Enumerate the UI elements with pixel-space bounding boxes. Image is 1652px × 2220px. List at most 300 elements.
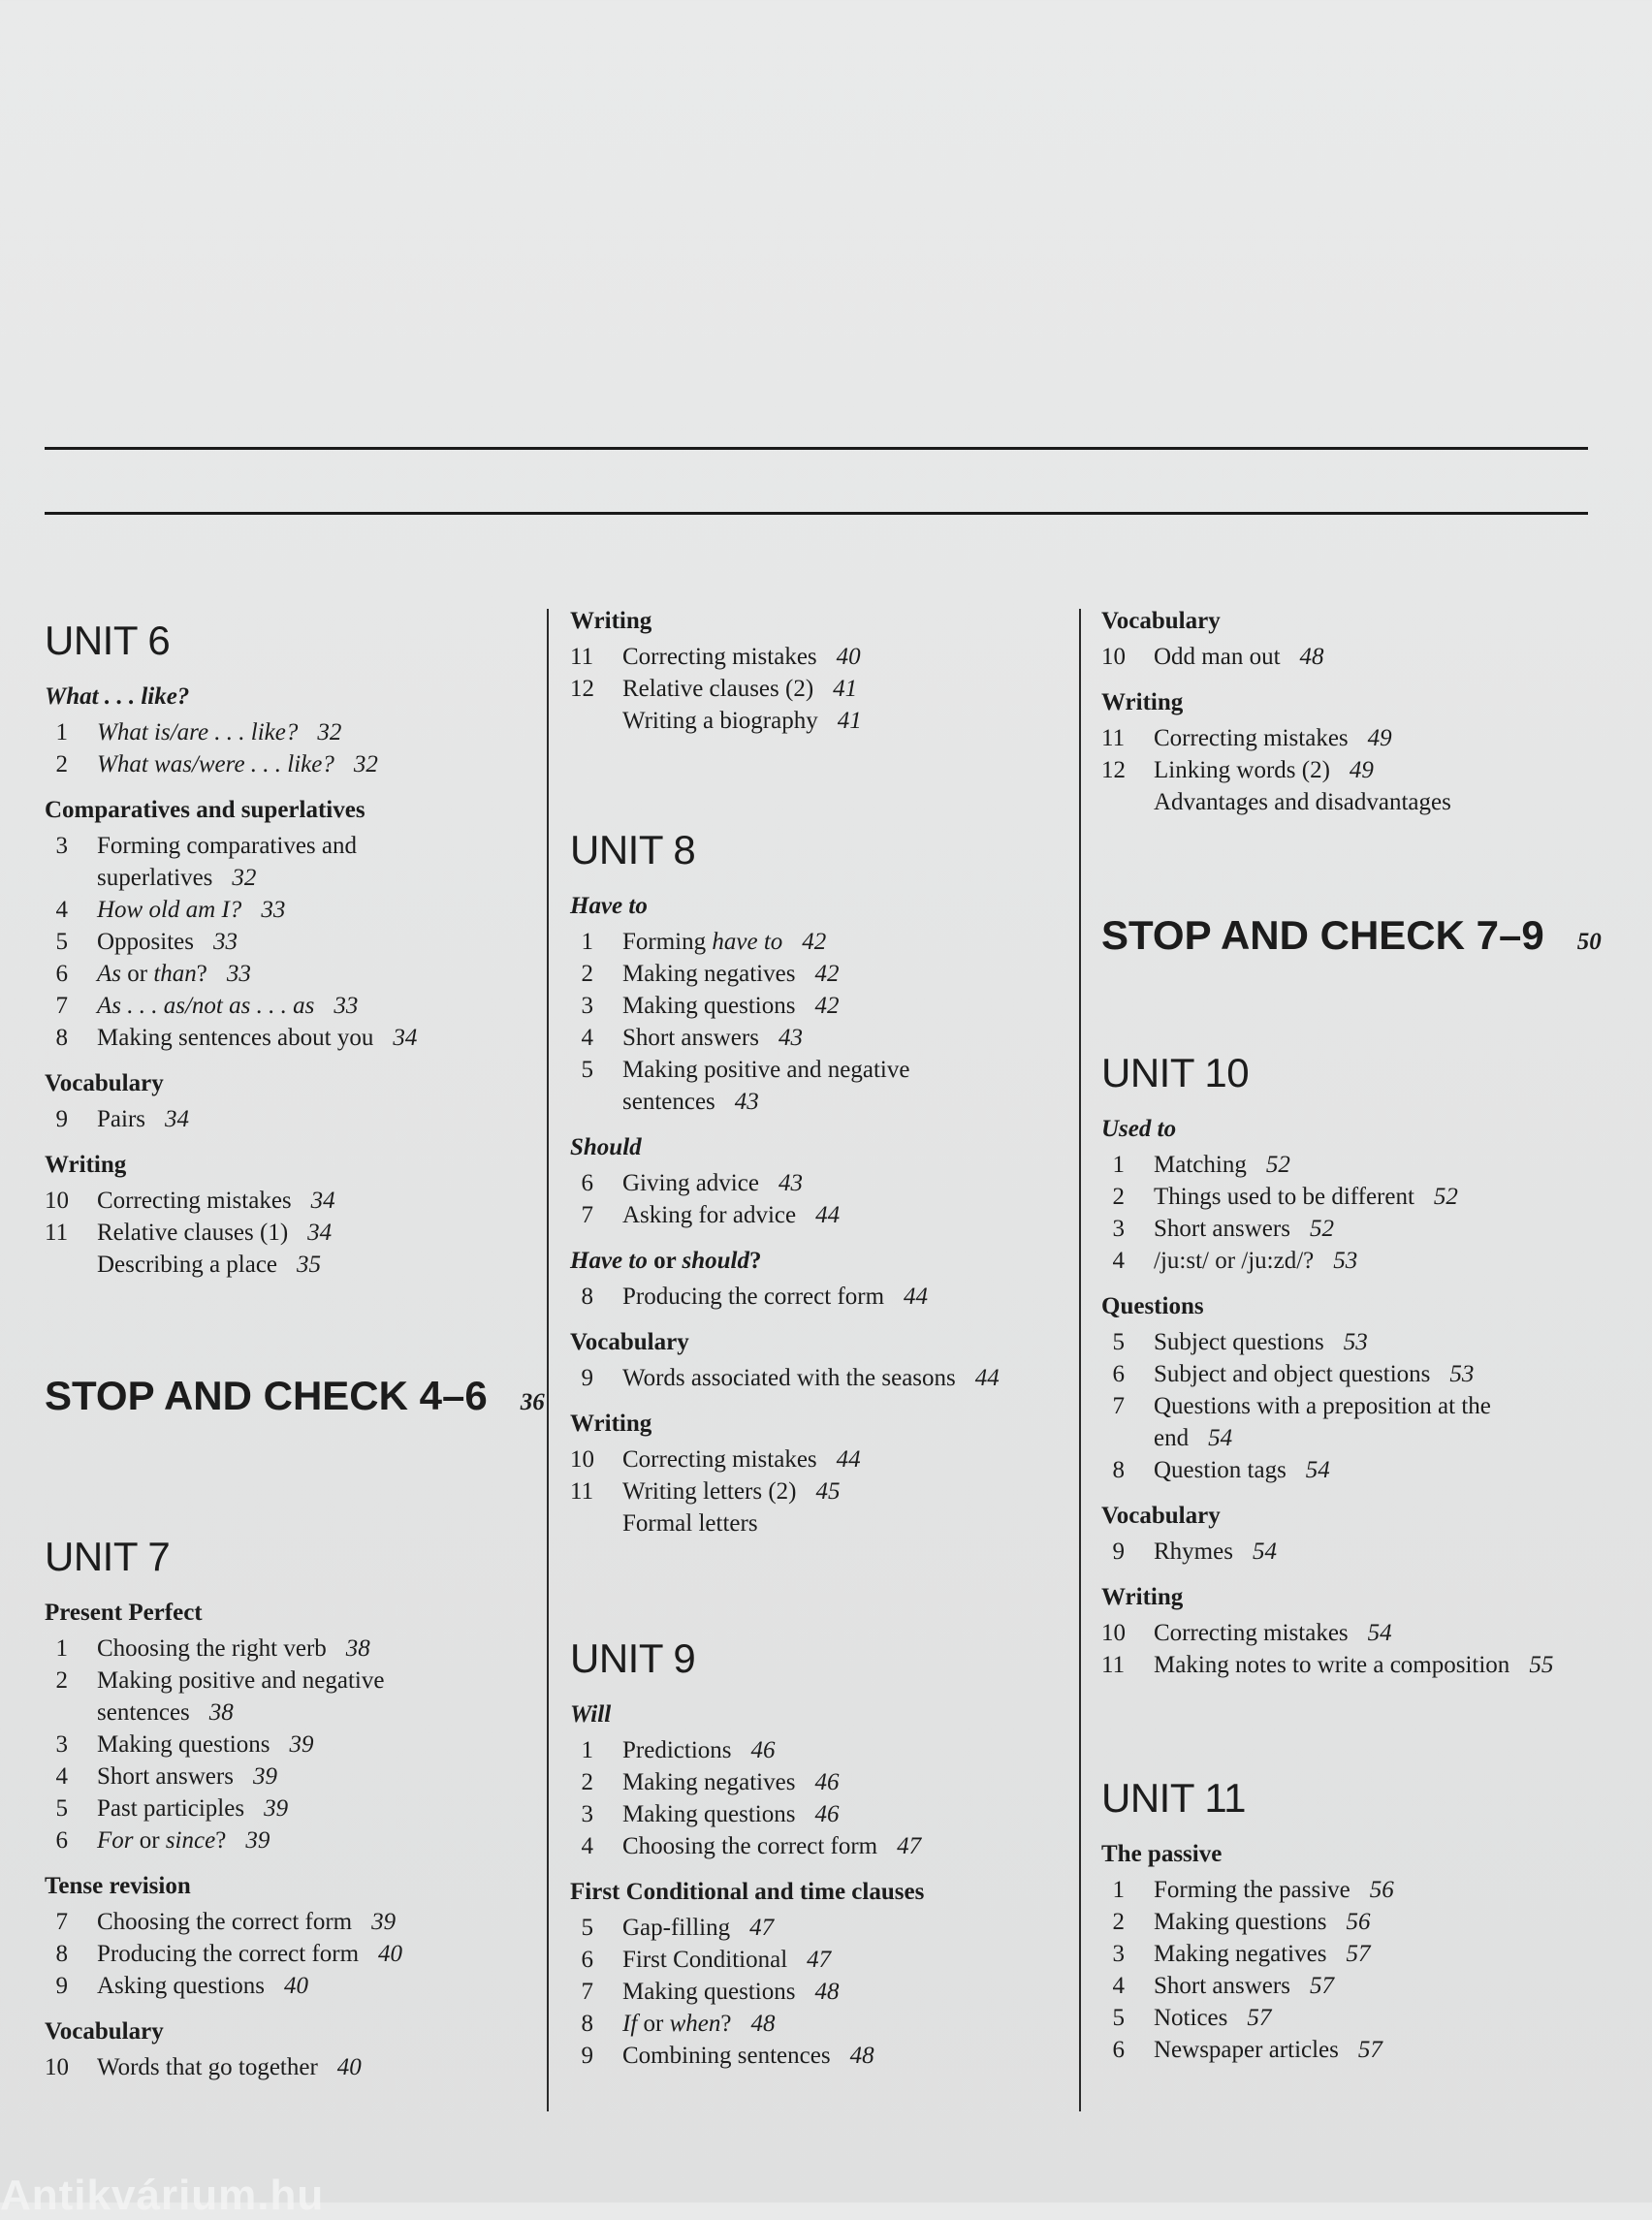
entry-title: Gap-filling: [622, 1915, 731, 1941]
toc-entry[interactable]: [1101, 1358, 1625, 1390]
section-writing: Writing: [45, 1152, 127, 1178]
toc-entry[interactable]: [570, 1734, 1064, 1766]
entry-page: 33: [213, 929, 238, 955]
entry-number: 9: [581, 1365, 593, 1391]
section-writing: Writing: [1101, 1584, 1184, 1610]
toc-entry[interactable]: [45, 748, 539, 780]
entry-title: Correcting mistakes: [1154, 725, 1349, 751]
entry-number: 6: [55, 1827, 68, 1854]
entry-page: 43: [778, 1170, 803, 1196]
title-part: ?: [748, 1248, 762, 1274]
entry-number: 3: [1112, 1941, 1125, 1967]
toc-entry[interactable]: [570, 958, 1064, 990]
entry-title: Choosing the correct form: [97, 1909, 353, 1935]
toc-entry[interactable]: [1101, 1213, 1625, 1245]
toc-entry[interactable]: [1101, 754, 1625, 786]
entry-title: Past participles: [97, 1795, 245, 1822]
entry-title-alt: when: [669, 2011, 721, 2037]
toc-entry[interactable]: [570, 1507, 1064, 1539]
section-what-like: What . . . like?: [45, 683, 190, 710]
section-items: [1101, 1874, 1625, 2066]
section-items: [570, 1281, 1064, 1313]
section-vocabulary: Vocabulary: [45, 2018, 164, 2045]
entry-page: 40: [336, 2054, 362, 2080]
section-items: [1101, 722, 1625, 818]
entry-page: 47: [749, 1915, 775, 1941]
entry-number: 8: [581, 2011, 593, 2037]
section-have-to-or-should: [570, 1249, 1064, 1273]
entry-page: 32: [232, 865, 257, 891]
entry-page: 34: [165, 1106, 189, 1132]
entry-page: 53: [1343, 1329, 1368, 1355]
toc-entry[interactable]: [570, 1167, 1064, 1199]
section-items: [570, 1443, 1064, 1539]
toc-entry[interactable]: [570, 1912, 1064, 1944]
entry-title: Short answers: [1154, 1973, 1290, 1999]
entry-number: 9: [55, 1973, 68, 1999]
top-rule: [45, 447, 1588, 450]
entry-page: 57: [1309, 1973, 1334, 1999]
second-rule: [45, 512, 1588, 515]
entry-page: 52: [1433, 1184, 1458, 1210]
section-items: [1101, 1149, 1625, 1277]
toc-entry[interactable]: [45, 1217, 539, 1249]
entry-page: 35: [297, 1252, 322, 1278]
entry-number: 2: [1112, 1184, 1125, 1210]
entry-title-or: or: [133, 1827, 166, 1854]
entry-title: Rhymes: [1154, 1538, 1233, 1565]
entry-title: Making questions: [622, 993, 796, 1019]
section-vocabulary: Vocabulary: [45, 1070, 164, 1096]
entry-number: 11: [570, 644, 594, 670]
toc-entry[interactable]: [570, 926, 1064, 958]
toc-entry[interactable]: [45, 1792, 539, 1824]
entry-page: 39: [371, 1909, 397, 1935]
toc-entry[interactable]: [45, 1760, 539, 1792]
section-vocabulary: Vocabulary: [1101, 1503, 1221, 1529]
toc-entry[interactable]: [1101, 1149, 1625, 1181]
section-items: [45, 1633, 539, 1856]
entry-number: 6: [55, 961, 68, 987]
entry-title-q: ?: [720, 2011, 732, 2037]
entry-number: 5: [581, 1915, 593, 1941]
section-items: [45, 830, 539, 1054]
toc-entry[interactable]: [45, 958, 539, 990]
entry-page: 55: [1529, 1652, 1554, 1678]
entry-title: Making sentences about you: [97, 1025, 374, 1051]
section-comparatives: Comparatives and superlatives: [45, 797, 365, 823]
entry-title: Short answers: [97, 1763, 234, 1790]
entry-number: 9: [55, 1106, 68, 1132]
entry-title: Words that go together: [97, 2054, 318, 2080]
toc-entry[interactable]: [1101, 641, 1625, 673]
toc-entry[interactable]: [1101, 1874, 1625, 1906]
entry-number: 2: [581, 961, 593, 987]
unit-11-title: UNIT 11: [1101, 1775, 1246, 1821]
entry-title: For: [97, 1827, 134, 1854]
toc-entry[interactable]: [1101, 2034, 1625, 2066]
section-items: [1101, 641, 1625, 673]
entry-number: 12: [570, 676, 594, 702]
entry-number: 1: [581, 1737, 593, 1763]
entry-number: 3: [1112, 1216, 1125, 1242]
entry-page: 52: [1265, 1152, 1290, 1178]
section-questions: Questions: [1101, 1293, 1204, 1319]
entry-title: Giving advice: [622, 1170, 759, 1196]
toc-entry[interactable]: [570, 673, 1064, 705]
entry-page: 42: [802, 929, 827, 955]
entry-page: 56: [1369, 1877, 1394, 1903]
section-items: [45, 1103, 539, 1135]
entry-page: 54: [1252, 1538, 1277, 1565]
entry-page: 32: [353, 751, 378, 777]
entry-number: 1: [581, 929, 593, 955]
toc-entry[interactable]: [45, 1022, 539, 1054]
entry-page: 45: [815, 1478, 841, 1505]
stop-title: STOP AND CHECK 7–9: [1101, 912, 1544, 958]
entry-title: Making questions: [1154, 1909, 1327, 1935]
entry-title: If: [622, 2011, 638, 2037]
entry-title: Advantages and disadvantages: [1154, 789, 1451, 815]
toc-entry[interactable]: [1101, 1938, 1625, 1970]
toc-entry[interactable]: [570, 641, 1064, 673]
toc-entry[interactable]: [1101, 1181, 1625, 1213]
entry-number: 5: [55, 1795, 68, 1822]
entry-page: 40: [378, 1941, 403, 1967]
toc-entry[interactable]: [1101, 1649, 1625, 1681]
section-items: [45, 716, 539, 780]
entry-title: Question tags: [1154, 1457, 1287, 1483]
entry-number: 8: [581, 1284, 593, 1310]
toc-entry[interactable]: [570, 1766, 1064, 1798]
entry-page: 47: [897, 1833, 922, 1859]
entry-page: 48: [849, 2043, 874, 2069]
entry-page: 43: [734, 1089, 759, 1115]
entry-page: 47: [807, 1947, 832, 1973]
entry-page: 41: [837, 708, 862, 734]
toc-entry[interactable]: [570, 1443, 1064, 1475]
entry-title: Words associated with the seasons: [622, 1365, 956, 1391]
stop-and-check-4-6: [45, 1373, 545, 1418]
toc-entry[interactable]: [1101, 1326, 1625, 1358]
toc-entry[interactable]: [570, 990, 1064, 1022]
section-writing: Writing: [570, 608, 652, 634]
entry-number: 7: [581, 1979, 593, 2005]
entry-number: 2: [55, 751, 68, 777]
contents-column-2: [570, 609, 1064, 2072]
entry-title: Newspaper articles: [1154, 2037, 1339, 2063]
section-vocabulary: Vocabulary: [570, 1329, 689, 1355]
entry-page: 49: [1349, 757, 1374, 783]
entry-title: Forming comparatives and: [97, 833, 357, 859]
entry-number: 10: [1101, 1620, 1126, 1646]
entry-title: Notices: [1154, 2005, 1228, 2031]
entry-title: How old am I?: [97, 897, 242, 923]
section-items: [1101, 1536, 1625, 1568]
entry-number: 10: [570, 1446, 594, 1473]
entry-title: Producing the correct form: [622, 1284, 885, 1310]
unit-9-title: UNIT 9: [570, 1635, 696, 1681]
toc-entry[interactable]: [1101, 786, 1625, 818]
entry-title: Predictions: [622, 1737, 732, 1763]
entry-page: 57: [1247, 2005, 1272, 2031]
entry-number: 3: [55, 1731, 68, 1758]
entry-title: Relative clauses (1): [97, 1220, 289, 1246]
toc-entry[interactable]: [45, 1633, 539, 1665]
entry-title: Opposites: [97, 929, 194, 955]
entry-title: Making negatives: [622, 961, 796, 987]
section-items: [45, 1185, 539, 1281]
entry-title: Making positive and negative: [622, 1057, 910, 1083]
entry-page: 33: [334, 993, 359, 1019]
entry-number: 10: [1101, 644, 1126, 670]
entry-number: 6: [1112, 2037, 1125, 2063]
toc-entry[interactable]: [45, 1103, 539, 1135]
entry-title-or: or: [637, 2011, 670, 2037]
entry-page: 32: [317, 719, 342, 745]
toc-entry[interactable]: [570, 1475, 1064, 1507]
entry-number: 1: [1112, 1877, 1125, 1903]
stop-and-check-7-9: [1101, 912, 1625, 958]
toc-entry[interactable]: [45, 926, 539, 958]
section-should: Should: [570, 1134, 642, 1160]
section-used-to: Used to: [1101, 1116, 1177, 1142]
unit-10-title: UNIT 10: [1101, 1050, 1250, 1095]
entry-title-cont: superlatives: [97, 865, 213, 891]
toc-entry[interactable]: [45, 716, 539, 748]
toc-entry[interactable]: [570, 2008, 1064, 2040]
toc-entry[interactable]: [45, 1906, 539, 1938]
entry-title: Things used to be different: [1154, 1184, 1414, 1210]
entry-page: 44: [904, 1284, 929, 1310]
entry-number: 2: [581, 1769, 593, 1795]
entry-page: 53: [1449, 1361, 1475, 1387]
entry-number: 11: [570, 1478, 594, 1505]
section-present-perfect: Present Perfect: [45, 1600, 203, 1626]
entry-page: 40: [836, 644, 861, 670]
toc-entry[interactable]: [570, 1199, 1064, 1231]
entry-title: As . . . as/not as . . . as: [97, 993, 315, 1019]
entry-page: 48: [750, 2011, 776, 2037]
entry-title-q: ?: [196, 961, 207, 987]
toc-entry[interactable]: [1101, 1454, 1625, 1486]
section-items: [570, 1912, 1064, 2072]
toc-entry[interactable]: [45, 1728, 539, 1760]
entry-number: 5: [1112, 1329, 1125, 1355]
column-divider-1: [547, 609, 549, 2111]
entry-title: Making negatives: [622, 1769, 796, 1795]
entry-page: 56: [1346, 1909, 1371, 1935]
toc-entry[interactable]: [45, 990, 539, 1022]
entry-title-cont: end: [1154, 1425, 1190, 1451]
entry-title: Correcting mistakes: [622, 1446, 817, 1473]
entry-title: Forming the passive: [1154, 1877, 1350, 1903]
toc-entry[interactable]: [1101, 1390, 1625, 1454]
section-items: [570, 1734, 1064, 1862]
toc-entry[interactable]: [1101, 722, 1625, 754]
section-vocabulary: Vocabulary: [1101, 608, 1221, 634]
entry-page: 34: [307, 1220, 333, 1246]
entry-page: 41: [833, 676, 858, 702]
entry-title-q: ?: [215, 1827, 227, 1854]
entry-title: Subject and object questions: [1154, 1361, 1431, 1387]
entry-page: 57: [1357, 2037, 1382, 2063]
entry-number: 4: [581, 1833, 593, 1859]
toc-entry[interactable]: [1101, 1906, 1625, 1938]
entry-page: 48: [1299, 644, 1324, 670]
entry-title-it: have to: [712, 929, 783, 955]
entry-number: 10: [45, 2054, 69, 2080]
toc-entry[interactable]: [45, 2051, 539, 2083]
entry-number: 3: [581, 1801, 593, 1827]
entry-title-or: or: [121, 961, 154, 987]
toc-entry[interactable]: [570, 2040, 1064, 2072]
entry-page: 44: [836, 1446, 861, 1473]
entry-title-alt: since: [165, 1827, 216, 1854]
unit-7-title: UNIT 7: [45, 1534, 171, 1579]
entry-number: 3: [581, 993, 593, 1019]
entry-title: Producing the correct form: [97, 1941, 360, 1967]
entry-number: 3: [55, 833, 68, 859]
entry-number: 6: [581, 1170, 593, 1196]
entry-number: 1: [55, 1635, 68, 1662]
toc-entry[interactable]: [1101, 1617, 1625, 1649]
toc-entry[interactable]: [45, 1665, 539, 1728]
toc-entry[interactable]: [570, 1944, 1064, 1976]
entry-title: Asking questions: [97, 1973, 265, 1999]
entry-title: Linking words (2): [1154, 757, 1330, 783]
section-items: [1101, 1326, 1625, 1486]
section-writing: Writing: [570, 1411, 652, 1437]
entry-page: 38: [208, 1699, 234, 1726]
entry-title: Writing a biography: [622, 708, 818, 734]
entry-title: Forming: [622, 929, 713, 955]
entry-number: 11: [1101, 725, 1126, 751]
entry-title: Making questions: [622, 1801, 796, 1827]
entry-page: 33: [261, 897, 286, 923]
entry-page: 48: [814, 1979, 840, 2005]
toc-entry[interactable]: [570, 1022, 1064, 1054]
entry-title: Short answers: [1154, 1216, 1290, 1242]
toc-entry[interactable]: [45, 1970, 539, 2002]
entry-page: 34: [393, 1025, 418, 1051]
stop-title: STOP AND CHECK 4–6: [45, 1373, 488, 1418]
entry-title: Correcting mistakes: [1154, 1620, 1349, 1646]
entry-page: 46: [814, 1769, 840, 1795]
toc-entry[interactable]: [1101, 2002, 1625, 2034]
entry-page: 39: [264, 1795, 289, 1822]
entry-page: 49: [1367, 725, 1392, 751]
entry-title: What was/were . . . like?: [97, 751, 334, 777]
section-writing: Writing: [1101, 689, 1184, 715]
entry-title: Questions with a preposition at the: [1154, 1393, 1491, 1419]
title-part: Have to: [570, 1248, 648, 1274]
section-items: [570, 641, 1064, 737]
entry-number: 2: [1112, 1909, 1125, 1935]
toc-entry[interactable]: [570, 1798, 1064, 1830]
entry-title: Making questions: [97, 1731, 270, 1758]
entry-page: 43: [778, 1025, 803, 1051]
section-items: [45, 1906, 539, 2002]
entry-number: 12: [1101, 757, 1126, 783]
toc-entry[interactable]: [45, 1938, 539, 1970]
entry-title: Matching: [1154, 1152, 1247, 1178]
entry-title: Pairs: [97, 1106, 145, 1132]
entry-number: 8: [55, 1025, 68, 1051]
stop-page: 50: [1576, 929, 1602, 955]
toc-entry[interactable]: [1101, 1536, 1625, 1568]
entry-title: Making positive and negative: [97, 1667, 385, 1694]
entry-page: 42: [814, 993, 840, 1019]
entry-number: 7: [1112, 1393, 1125, 1419]
stop-page: 36: [520, 1389, 545, 1415]
toc-entry[interactable]: [45, 1185, 539, 1217]
entry-page: 57: [1346, 1941, 1371, 1967]
entry-title: Correcting mistakes: [97, 1188, 292, 1214]
section-the-passive: The passive: [1101, 1841, 1223, 1867]
entry-number: 11: [1101, 1652, 1126, 1678]
entry-title: Making notes to write a composition: [1154, 1652, 1510, 1678]
entry-page: 54: [1367, 1620, 1392, 1646]
entry-page: 39: [252, 1763, 277, 1790]
entry-number: 4: [1112, 1973, 1125, 1999]
toc-entry[interactable]: [570, 705, 1064, 737]
entry-number: 5: [55, 929, 68, 955]
toc-entry[interactable]: [1101, 1970, 1625, 2002]
unit-8-title: UNIT 8: [570, 827, 696, 872]
entry-title: Writing letters (2): [622, 1478, 797, 1505]
entry-number: 8: [55, 1941, 68, 1967]
entry-page: 34: [310, 1188, 335, 1214]
entry-page: 40: [283, 1973, 308, 1999]
entry-number: 9: [581, 2043, 593, 2069]
toc-entry[interactable]: [45, 830, 539, 894]
contents-column-1: [45, 609, 545, 2083]
section-first-conditional: First Conditional and time clauses: [570, 1879, 925, 1905]
toc-entry[interactable]: [570, 1281, 1064, 1313]
toc-entry[interactable]: [570, 1054, 1064, 1118]
toc-entry[interactable]: [45, 1249, 539, 1281]
entry-title: Subject questions: [1154, 1329, 1324, 1355]
entry-page: 54: [1305, 1457, 1330, 1483]
toc-entry[interactable]: [45, 1824, 539, 1856]
entry-title-cont: sentences: [622, 1089, 715, 1115]
toc-entry[interactable]: [45, 894, 539, 926]
entry-number: 6: [581, 1947, 593, 1973]
entry-title: Asking for advice: [622, 1202, 797, 1228]
entry-page: 46: [750, 1737, 776, 1763]
toc-entry[interactable]: [570, 1362, 1064, 1394]
entry-page: 54: [1208, 1425, 1233, 1451]
entry-page: 39: [289, 1731, 314, 1758]
section-items: [570, 1362, 1064, 1394]
entry-number: 11: [45, 1220, 69, 1246]
toc-entry[interactable]: [570, 1976, 1064, 2008]
entry-number: 1: [1112, 1152, 1125, 1178]
contents-column-3: [1101, 609, 1625, 2066]
entry-title: Relative clauses (2): [622, 676, 814, 702]
section-items: [45, 2051, 539, 2083]
entry-number: 9: [1112, 1538, 1125, 1565]
entry-page: 33: [226, 961, 251, 987]
toc-entry[interactable]: [1101, 1245, 1625, 1277]
entry-number: 5: [1112, 2005, 1125, 2031]
toc-entry[interactable]: [570, 1830, 1064, 1862]
unit-6-title: UNIT 6: [45, 618, 171, 663]
section-tense-revision: Tense revision: [45, 1873, 191, 1899]
column-divider-2: [1079, 609, 1081, 2111]
entry-title: /ju:st/ or /ju:zd/?: [1154, 1248, 1315, 1274]
